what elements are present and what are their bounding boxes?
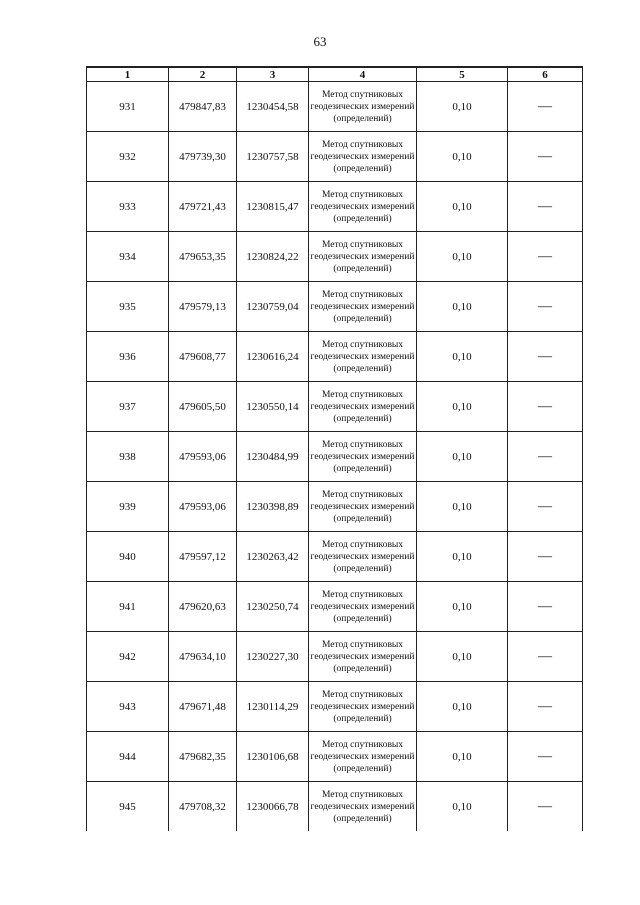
y-coordinate-cell: 1230759,04 — [237, 282, 309, 332]
point-number-cell: 940 — [87, 532, 169, 582]
note-cell: — — [508, 732, 583, 782]
y-coordinate-cell: 1230106,68 — [237, 732, 309, 782]
column-header-3: 3 — [237, 67, 309, 82]
point-number-cell: 938 — [87, 432, 169, 482]
note-cell: — — [508, 782, 583, 832]
point-number-cell: 936 — [87, 332, 169, 382]
point-number-cell: 937 — [87, 382, 169, 432]
coordinates-table — [86, 66, 583, 831]
note-cell: — — [508, 282, 583, 332]
column-header-2: 2 — [169, 67, 237, 82]
accuracy-cell: 0,10 — [417, 182, 508, 232]
x-coordinate-cell: 479708,32 — [169, 782, 237, 832]
method-cell: Метод спутниковых геодезических измерений (определений) — [309, 682, 417, 732]
y-coordinate-cell: 1230263,42 — [237, 532, 309, 582]
y-coordinate-cell: 1230454,58 — [237, 82, 309, 132]
accuracy-cell: 0,10 — [417, 332, 508, 382]
method-cell: Метод спутниковых геодезических измерений (определений) — [309, 782, 417, 832]
method-cell: Метод спутниковых геодезических измерений (определений) — [309, 482, 417, 532]
point-number-cell: 945 — [87, 782, 169, 832]
table-row — [87, 732, 583, 782]
point-number-cell: 942 — [87, 632, 169, 682]
note-cell: — — [508, 182, 583, 232]
y-coordinate-cell: 1230550,14 — [237, 382, 309, 432]
point-number-cell: 934 — [87, 232, 169, 282]
table-row — [87, 782, 583, 832]
x-coordinate-cell: 479605,50 — [169, 382, 237, 432]
x-coordinate-cell: 479593,06 — [169, 482, 237, 532]
table-row — [87, 282, 583, 332]
method-cell: Метод спутниковых геодезических измерений (определений) — [309, 732, 417, 782]
note-cell: — — [508, 582, 583, 632]
point-number-cell: 943 — [87, 682, 169, 732]
y-coordinate-cell: 1230616,24 — [237, 332, 309, 382]
accuracy-cell: 0,10 — [417, 132, 508, 182]
table-row — [87, 432, 583, 482]
accuracy-cell: 0,10 — [417, 282, 508, 332]
y-coordinate-cell: 1230227,30 — [237, 632, 309, 682]
table-row — [87, 232, 583, 282]
y-coordinate-cell: 1230398,89 — [237, 482, 309, 532]
accuracy-cell: 0,10 — [417, 632, 508, 682]
x-coordinate-cell: 479597,12 — [169, 532, 237, 582]
table-row — [87, 682, 583, 732]
accuracy-cell: 0,10 — [417, 682, 508, 732]
column-header-6: 6 — [508, 67, 583, 82]
table-row — [87, 132, 583, 182]
method-cell: Метод спутниковых геодезических измерений (определений) — [309, 582, 417, 632]
point-number-cell: 944 — [87, 732, 169, 782]
method-cell: Метод спутниковых геодезических измерений (определений) — [309, 332, 417, 382]
y-coordinate-cell: 1230824,22 — [237, 232, 309, 282]
table-row — [87, 332, 583, 382]
table-row — [87, 532, 583, 582]
table-row — [87, 632, 583, 682]
method-cell: Метод спутниковых геодезических измерений (определений) — [309, 182, 417, 232]
page-number: 63 — [313, 34, 327, 49]
table-row — [87, 182, 583, 232]
table-row — [87, 582, 583, 632]
note-cell: — — [508, 82, 583, 132]
column-header-4: 4 — [309, 67, 417, 82]
point-number-cell: 935 — [87, 282, 169, 332]
x-coordinate-cell: 479721,43 — [169, 182, 237, 232]
point-number-cell: 941 — [87, 582, 169, 632]
method-cell: Метод спутниковых геодезических измерений (определений) — [309, 632, 417, 682]
column-header-5: 5 — [417, 67, 508, 82]
y-coordinate-cell: 1230114,29 — [237, 682, 309, 732]
note-cell: — — [508, 682, 583, 732]
note-cell: — — [508, 232, 583, 282]
accuracy-cell: 0,10 — [417, 782, 508, 832]
note-cell: — — [508, 432, 583, 482]
note-cell: — — [508, 532, 583, 582]
accuracy-cell: 0,10 — [417, 732, 508, 782]
x-coordinate-cell: 479579,13 — [169, 282, 237, 332]
header-row — [87, 67, 583, 82]
note-cell: — — [508, 482, 583, 532]
point-number-cell: 932 — [87, 132, 169, 182]
x-coordinate-cell: 479847,83 — [169, 82, 237, 132]
accuracy-cell: 0,10 — [417, 232, 508, 282]
method-cell: Метод спутниковых геодезических измерений (определений) — [309, 232, 417, 282]
accuracy-cell: 0,10 — [417, 532, 508, 582]
method-cell: Метод спутниковых геодезических измерений (определений) — [309, 532, 417, 582]
note-cell: — — [508, 382, 583, 432]
x-coordinate-cell: 479739,30 — [169, 132, 237, 182]
method-cell: Метод спутниковых геодезических измерений (определений) — [309, 282, 417, 332]
method-cell: Метод спутниковых геодезических измерений (определений) — [309, 432, 417, 482]
y-coordinate-cell: 1230815,47 — [237, 182, 309, 232]
note-cell: — — [508, 332, 583, 382]
y-coordinate-cell: 1230757,58 — [237, 132, 309, 182]
y-coordinate-cell: 1230066,78 — [237, 782, 309, 832]
point-number-cell: 931 — [87, 82, 169, 132]
accuracy-cell: 0,10 — [417, 432, 508, 482]
x-coordinate-cell: 479634,10 — [169, 632, 237, 682]
x-coordinate-cell: 479593,06 — [169, 432, 237, 482]
column-header-1: 1 — [87, 67, 169, 82]
x-coordinate-cell: 479620,63 — [169, 582, 237, 632]
table-body — [87, 82, 583, 832]
y-coordinate-cell: 1230484,99 — [237, 432, 309, 482]
note-cell: — — [508, 632, 583, 682]
point-number-cell: 933 — [87, 182, 169, 232]
note-cell: — — [508, 132, 583, 182]
accuracy-cell: 0,10 — [417, 582, 508, 632]
table-row — [87, 82, 583, 132]
y-coordinate-cell: 1230250,74 — [237, 582, 309, 632]
method-cell: Метод спутниковых геодезических измерений (определений) — [309, 132, 417, 182]
point-number-cell: 939 — [87, 482, 169, 532]
x-coordinate-cell: 479653,35 — [169, 232, 237, 282]
x-coordinate-cell: 479682,35 — [169, 732, 237, 782]
method-cell: Метод спутниковых геодезических измерений (определений) — [309, 82, 417, 132]
method-cell: Метод спутниковых геодезических измерений (определений) — [309, 382, 417, 432]
accuracy-cell: 0,10 — [417, 82, 508, 132]
accuracy-cell: 0,10 — [417, 382, 508, 432]
x-coordinate-cell: 479671,48 — [169, 682, 237, 732]
x-coordinate-cell: 479608,77 — [169, 332, 237, 382]
table-row — [87, 482, 583, 532]
table-row — [87, 382, 583, 432]
accuracy-cell: 0,10 — [417, 482, 508, 532]
